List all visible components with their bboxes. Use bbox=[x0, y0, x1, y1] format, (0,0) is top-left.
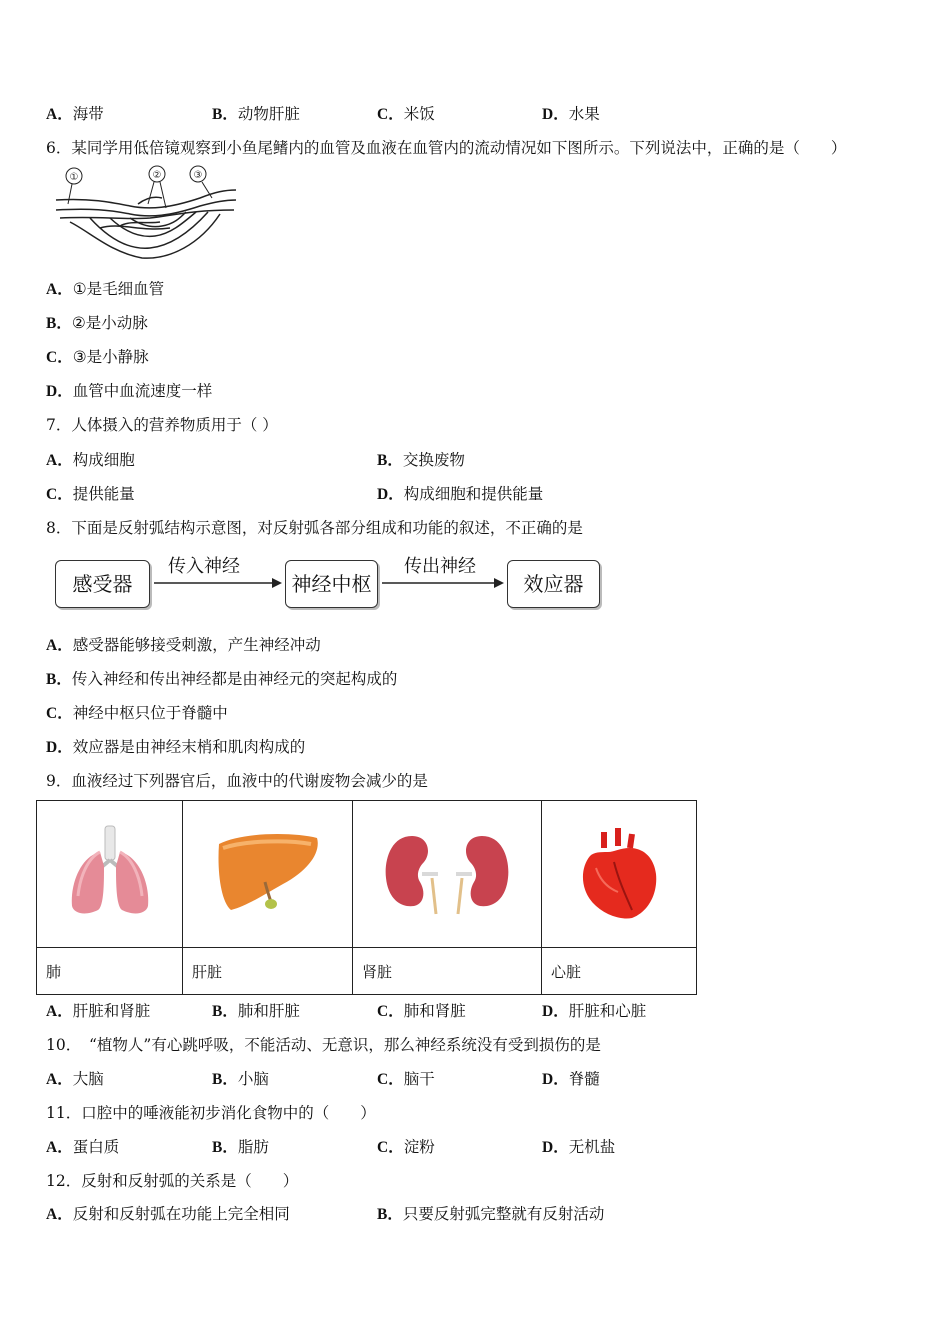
lung-cell bbox=[37, 801, 183, 948]
q12-stem: 12．反射和反射弧的关系是（ ） bbox=[46, 1172, 299, 1190]
arrow-2 bbox=[380, 576, 506, 590]
q7-option-a: A．构成细胞 bbox=[46, 451, 135, 469]
q11-option-d: D．无机盐 bbox=[542, 1138, 616, 1156]
q9-option-c: C．肺和肾脏 bbox=[377, 1002, 466, 1020]
liver-cell bbox=[183, 801, 353, 948]
organ-table bbox=[36, 800, 697, 995]
arrow-1 bbox=[152, 576, 284, 590]
q5-option-b: B．动物肝脏 bbox=[212, 105, 300, 123]
q7-option-d: D．构成细胞和提供能量 bbox=[377, 485, 544, 503]
q10-stem: 10． “植物人”有心跳呼吸，不能活动、无意识，那么神经系统没有受到损伤的是 bbox=[46, 1036, 601, 1054]
q11-option-a: A．蛋白质 bbox=[46, 1138, 120, 1156]
heart-icon bbox=[574, 822, 664, 922]
q8-option-a: A．感受器能够接受刺激，产生神经冲动 bbox=[46, 636, 321, 654]
lung-icon bbox=[60, 822, 160, 922]
q8-option-d: D．效应器是由神经末梢和肌肉构成的 bbox=[46, 738, 306, 756]
q6-option-d: D．血管中血流速度一样 bbox=[46, 382, 213, 400]
q7-stem: 7．人体摄入的营养物质用于（ ） bbox=[46, 416, 278, 434]
q6-option-a: A．①是毛细血管 bbox=[46, 280, 165, 298]
q11-stem: 11．口腔中的唾液能初步消化食物中的（ ） bbox=[46, 1104, 376, 1122]
q8-option-b: B．传入神经和传出神经都是由神经元的突起构成的 bbox=[46, 670, 398, 688]
q6-option-c: C．③是小静脉 bbox=[46, 348, 149, 366]
reflex-box-receptor: 感受器 bbox=[55, 560, 150, 608]
q6-stem: 6．某同学用低倍镜观察到小鱼尾鳍内的血管及血液在血管内的流动情况如下图所示。下列说法中，正确的是（ ） bbox=[46, 139, 847, 157]
q9-option-a: A．肝脏和肾脏 bbox=[46, 1002, 151, 1020]
kidney-icon bbox=[382, 822, 512, 922]
q9-option-b: B．肺和肝脏 bbox=[212, 1002, 300, 1020]
fish-tail-blood-vessel-figure bbox=[50, 162, 240, 266]
q10-option-c: C．脑干 bbox=[377, 1070, 435, 1088]
organ-name-heart: 心脏 bbox=[542, 948, 697, 995]
q5-option-d: D．水果 bbox=[542, 105, 600, 123]
q5-option-c: C．米饭 bbox=[377, 105, 435, 123]
organ-name-kidney: 肾脏 bbox=[353, 948, 542, 995]
kidney-cell bbox=[353, 801, 542, 948]
organ-name-lung: 肺 bbox=[37, 948, 183, 995]
q8-option-c: C．神经中枢只位于脊髓中 bbox=[46, 704, 228, 722]
q7-option-b: B．交换废物 bbox=[377, 451, 465, 469]
mark-3: ③ bbox=[193, 170, 203, 181]
heart-cell bbox=[542, 801, 697, 948]
mark-2: ② bbox=[152, 170, 162, 181]
afferent-nerve-label: 传入神经 bbox=[168, 556, 240, 577]
q11-option-c: C．淀粉 bbox=[377, 1138, 435, 1156]
q12-option-a: A．反射和反射弧在功能上完全相同 bbox=[46, 1205, 290, 1223]
q10-option-d: D．脊髓 bbox=[542, 1070, 600, 1088]
organ-name-liver: 肝脏 bbox=[183, 948, 353, 995]
mark-1: ① bbox=[69, 172, 79, 183]
liver-icon bbox=[213, 822, 323, 922]
q6-option-b: B．②是小动脉 bbox=[46, 314, 148, 332]
q12-option-b: B．只要反射弧完整就有反射活动 bbox=[377, 1205, 605, 1223]
reflex-box-effector: 效应器 bbox=[507, 560, 600, 608]
q9-option-d: D．肝脏和心脏 bbox=[542, 1002, 647, 1020]
reflex-box-nerve-center: 神经中枢 bbox=[285, 560, 378, 608]
q5-option-a: A．海带 bbox=[46, 105, 104, 123]
q7-option-c: C．提供能量 bbox=[46, 485, 135, 503]
q9-stem: 9．血液经过下列器官后，血液中的代谢废物会减少的是 bbox=[46, 772, 428, 790]
q10-option-b: B．小脑 bbox=[212, 1070, 269, 1088]
q10-option-a: A．大脑 bbox=[46, 1070, 104, 1088]
efferent-nerve-label: 传出神经 bbox=[404, 556, 476, 577]
q11-option-b: B．脂肪 bbox=[212, 1138, 269, 1156]
q8-stem: 8．下面是反射弧结构示意图，对反射弧各部分组成和功能的叙述，不正确的是 bbox=[46, 519, 583, 537]
